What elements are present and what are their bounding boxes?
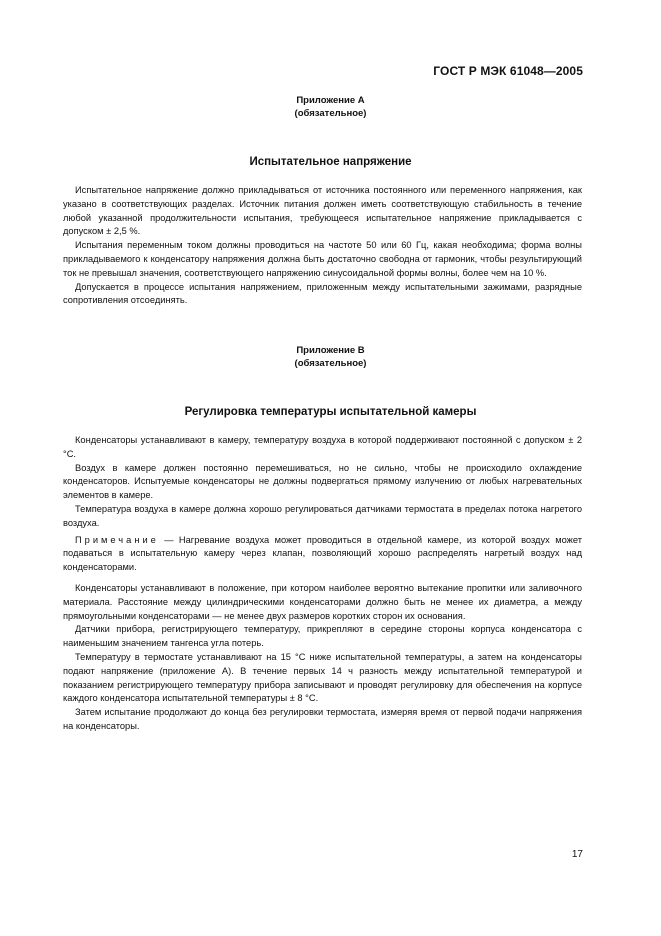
annex-b-paragraph: Датчики прибора, регистрирующего температуру, прикрепляют в середине стороны корпуса конденсатора с наименьшим значением тангенса угла потерь. (63, 624, 582, 649)
annex-b-heading (0, 344, 661, 370)
annex-b-paragraph: Конденсаторы устанавливают в камеру, температуру воздуха в которой поддерживают постоянной с допуском ± 2 °С. (63, 435, 582, 459)
annex-b-paragraph: Конденсаторы устанавливают в положение, при котором наиболее вероятно вытекание пропитки или заливочного материала. Расстояние между цилиндрическими конденсаторами должно быть не менее их диаметра, а между прямоугольными конденсаторами — не менее двух размеров коротких сторон их основания. (63, 582, 582, 621)
annex-b-label: Приложение В (296, 345, 365, 356)
annex-a-label: Приложение А (296, 95, 365, 106)
annex-b-status: (обязательное) (294, 358, 367, 369)
note-text: — Нагревание воздуха может проводиться в отдельной камере, из которой воздух может подаваться в испытательную камеру через клапан, позволяющий хорошо распределять нагретый воздух над конденсаторами. (63, 534, 582, 573)
annex-a-status: (обязательное) (294, 108, 367, 119)
document-code: ГОСТ Р МЭК 61048—2005 (433, 64, 583, 78)
note-label: Примечание (75, 534, 159, 545)
page-number: 17 (571, 849, 583, 860)
annex-a-paragraph: Испытательное напряжение должно прикладываться от источника постоянного или переменного напряжения, как указано в соответствующих разделах. Источник питания должен иметь соответствующую стабильность в течение любой указанной продолжительности испытания, требующееся испытательное напряжение прикладывается с допуском ± 2,5 %. (63, 185, 582, 237)
annex-b-body (63, 434, 582, 734)
annex-b-paragraph: Температура воздуха в камере должна хорошо регулироваться датчиками термостата в пределах потока нагретого воздуха. (63, 503, 582, 528)
annex-b-paragraph: Воздух в камере должен постоянно перемешиваться, но не сильно, чтобы не происходило охлаждение конденсаторов. Испытуемые конденсаторы не должны подвергаться прямому излучению от любых нагревательных элементов в камере. (63, 462, 582, 501)
annex-a-paragraph: Допускается в процессе испытания напряжением, приложенным между испытательными зажимами, разрядные сопротивления отсоединять. (63, 281, 582, 306)
annex-b-title: Регулировка температуры испытательной камеры (184, 406, 477, 418)
annex-a-title: Испытательное напряжение (249, 156, 412, 168)
annex-a-body (63, 184, 582, 308)
annex-a-heading (0, 94, 661, 120)
annex-b-note (63, 534, 582, 575)
annex-b-paragraph: Температуру в термостате устанавливают на 15 °С ниже испытательной температуры, а затем на конденсаторы подают напряжение (приложение А). В течение первых 14 ч разность между испытательной температурой и показанием регистрирующего температуру прибора записывают и проводят регулировку для обеспечения на корпусе каждого конденсатора испытательной температуры ± 8 °С. (63, 651, 582, 704)
annex-b-paragraph: Затем испытание продолжают до конца без регулировки термостата, измеряя время от первой подачи напряжения на конденсаторы. (63, 707, 582, 731)
annex-a-paragraph: Испытания переменным током должны проводиться на частоте 50 или 60 Гц, какая необходима; форма волны прикладываемого к конденсатору напряжения должна быть достаточно свободна от гармоник, чтобы результирующий ток не превышал значения, соответствующего напряжению синусоидальной формы волны, более чем на 10 %. (63, 240, 582, 278)
